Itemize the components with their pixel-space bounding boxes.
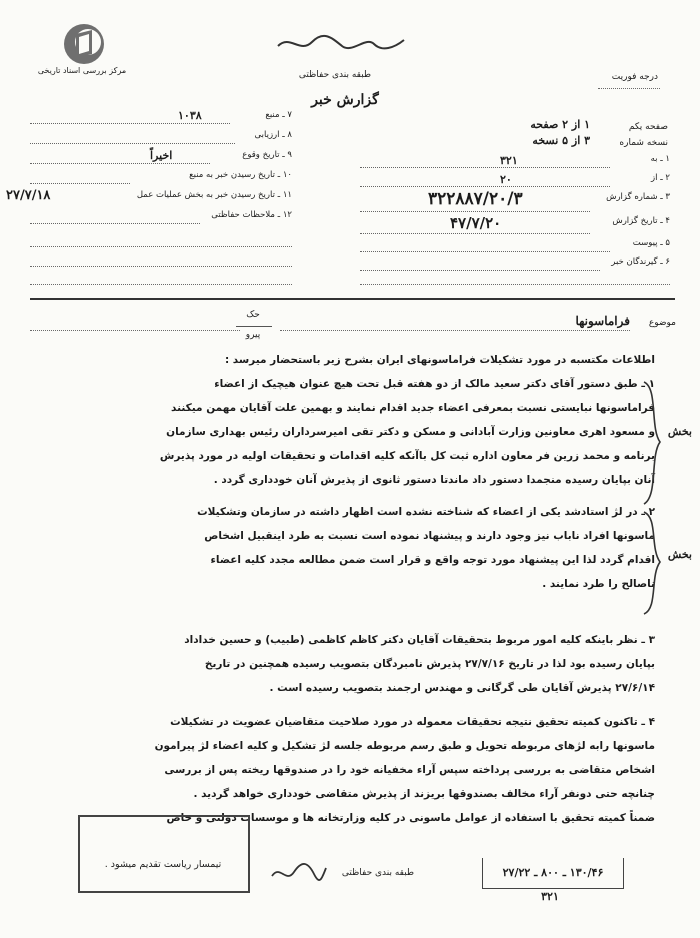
field-label: ۷ ـ منبع (265, 110, 292, 120)
paragraph-line: ۴ ـ تاکنون کمیته تحقیق نتیجه تحقیقات معموله در مورد صلاحیت متقاضیان عضویت در تشکیلات (170, 716, 655, 728)
margin-bracket-icon (640, 378, 670, 508)
stamp-text: تیمسار ریاست تقدیم میشود . (104, 859, 222, 870)
copy-of: ۳ از ۵ نسخه (532, 134, 590, 147)
handwritten-initials-icon (270, 28, 410, 58)
field-value: ۳۲۱ (500, 154, 518, 167)
subject-line (280, 330, 630, 331)
field-line (30, 123, 230, 124)
margin-note: بخش (667, 425, 692, 438)
field-value: ۲۷/۷/۱۸ (6, 188, 51, 203)
field-label: ۱ ـ به (650, 154, 670, 164)
priority-line (598, 88, 660, 89)
paragraph-line: و مسعود اهری معاونین وزارت آبادانی و مسکن و دکتر تقی امیرسرداران رئیس بهداری سازمان (166, 426, 655, 438)
field-label: ۱۲ ـ ملاحظات حفاظتی (211, 210, 292, 220)
paragraph-line: اشخاص متقاضی به بررسی پرداخته سپس آراء مخفیانه خود را در صندوقها ریخته پس از بررسی (164, 764, 655, 776)
blank-line (360, 284, 670, 285)
field-operations-receipt-date (6, 188, 292, 208)
field-label: ۲ ـ از (651, 173, 670, 183)
field-line (360, 167, 610, 168)
field-occurrence-date (30, 150, 292, 166)
field-line (360, 211, 590, 212)
archive-code: ۱۳۰/۴۶ ـ ۸۰۰ ـ ۲۷/۲۲ (502, 866, 604, 879)
body-intro (95, 348, 655, 372)
page-label: صفحه یکم (628, 122, 668, 132)
field-value: ۳۲۲۸۸۷/۲۰/۳ (428, 189, 523, 209)
classification-top: طبقه بندی حفاظتی (298, 70, 372, 80)
form-title: گزارش خبر (311, 92, 379, 108)
field-report-number (360, 189, 670, 214)
field-line (360, 270, 600, 271)
subject-line (30, 330, 240, 331)
field-label: ۹ ـ تاریخ وقوع (242, 150, 292, 160)
routing-stamp (78, 815, 250, 893)
field-line (360, 251, 610, 252)
field-line (30, 183, 130, 184)
field-evaluation (30, 130, 292, 146)
margin-note: بخش (667, 548, 692, 561)
page-number: ۳۲۱ (541, 890, 559, 903)
paragraph-line: ۲ ـ در لژ استادشد یکی از اعضاء که شناخته نشده است اظهار داشته در سازمان وتشکیلات (197, 506, 655, 518)
classification-bottom: طبقه بندی حفاظتی (341, 868, 415, 878)
field-line (30, 223, 200, 224)
field-source-receipt-date (30, 170, 292, 186)
paragraph-4 (70, 710, 655, 830)
field-label: ۱۰ ـ تاریخ رسیدن خبر به منبع (189, 170, 292, 180)
field-from (360, 173, 670, 189)
paragraph-line: ۳ ـ نظر باینکه کلیه امور مربوط بتحقیقات آقایان دکتر کاظم کاظمی (طبیب) و حسین خداداد (184, 634, 655, 646)
field-line (360, 186, 610, 187)
blank-line (30, 246, 292, 247)
intro-line: اطلاعات مکتسبه در مورد تشکیلات فراماسونهای ایران بشرح زیر باستحضار میرسد : (224, 354, 655, 366)
margin-bracket-icon (640, 508, 670, 618)
paragraph-line: فراماسونها نبایستی نسبت بمعرفی اعضاء جدید اقدام نمایند و بهمین علت آقایان مهمن میکنند (171, 402, 655, 414)
paragraph-line: ناصالح را طرد نمایند . (542, 578, 655, 590)
blank-line (30, 284, 292, 285)
field-security-notes (30, 210, 292, 226)
field-line (360, 233, 590, 234)
paragraph-line: ماسونها افراد ناباب نیز وجود دارند و پیشنهاد نموده است نسبت به طرد اینقبیل اشخاص (204, 530, 655, 542)
subject-side-divider (236, 326, 272, 327)
paragraph-line: اقدام گردد لذا این پیشنهاد مورد توجه واقع و قرار است ضمن مطالعه مجدد کلیه اعضاء (210, 554, 655, 566)
paragraph-line: آنان بپایان رسیده منجمدا دستور داد ماندتا دستور ثانوی از پذیرش آنان خودداری گردد . (213, 474, 655, 486)
logo-caption: مرکز بررسی اسناد تاریخی (37, 66, 127, 75)
field-label: ۶ ـ گیرندگان خبر (611, 257, 670, 267)
paragraph-line: ۲۷/۶/۱۴ پذیرش آقایان طی گرگانی و مهندس ارجمند بتصویب رسیده است . (269, 682, 655, 694)
field-value: ۲۰ (500, 173, 512, 186)
subject-side-bottom: پیرو (245, 330, 261, 340)
field-label: ۱۱ ـ تاریخ رسیدن خبر به بخش عملیات عمل (136, 190, 292, 200)
blank-line (30, 266, 292, 267)
signature-icon (268, 856, 328, 886)
field-label: ۴ ـ تاریخ گزارش (612, 216, 670, 226)
copy-label: نسخه شماره (619, 138, 668, 148)
field-value: ۴۷/۷/۲۰ (450, 214, 502, 232)
field-recipients (360, 257, 670, 273)
field-label: ۸ ـ ارزیابی (254, 130, 292, 140)
paragraph-line: ۱ ـ طبق دستور آقای دکتر سعید مالک از دو هفته قبل تحت هیچ عنوان هیچیک از اعضاء (214, 378, 655, 390)
archive-code-box (482, 858, 624, 889)
paragraph-1 (70, 372, 655, 492)
paragraph-2 (70, 500, 655, 596)
paragraph-line: ضمناً کمیته تحقیق با استفاده از عوامل ماسونی در کلیه وزارتخانه ها و موسسات دولتی و خاص (166, 812, 655, 824)
header-separator (30, 298, 675, 300)
field-line (30, 143, 235, 144)
subject-value: فراماسونها (575, 314, 630, 328)
field-label: ۳ ـ شماره گزارش (606, 192, 670, 202)
field-source (30, 110, 292, 126)
paragraph-line: چنانچه حتی دونفر آراء مخالف بصندوقها بریزند از پذیرش متقاضی خودداری خواهد گردید . (193, 788, 655, 800)
field-value: ۱۰۳۸ (178, 109, 202, 122)
field-label: ۵ ـ پیوست (632, 238, 670, 248)
paragraph-line: برنامه و محمد زرین فر معاون اداره ثبت کل باآنکه کلیه اقدامات و تحقیقات اولیه در مورد پذیرش (159, 450, 655, 462)
paragraph-line: بپایان رسیده بود لذا در تاریخ ۲۷/۷/۱۶ پذیرش نامبردگان بتصویب رسیده همچنین در تاریخ (204, 658, 655, 670)
field-report-date (360, 216, 670, 236)
field-line (30, 163, 210, 164)
paragraph-3 (70, 628, 655, 700)
priority-label: درجه فوریت (611, 72, 658, 82)
subject-label: موضوع (648, 318, 676, 328)
subject-side-top: حک (246, 310, 260, 320)
paragraph-line: ماسونها رابه لژهای مربوطه تحویل و طبق رسم مربوطه جلسه لژ تشکیل و کلیه اعضاء لژ پیرامون (154, 740, 655, 752)
field-to (360, 154, 670, 170)
field-value: اخیراً (150, 149, 173, 162)
page-of: ۱ از ۲ صفحه (530, 118, 590, 131)
field-attachment (360, 238, 670, 254)
